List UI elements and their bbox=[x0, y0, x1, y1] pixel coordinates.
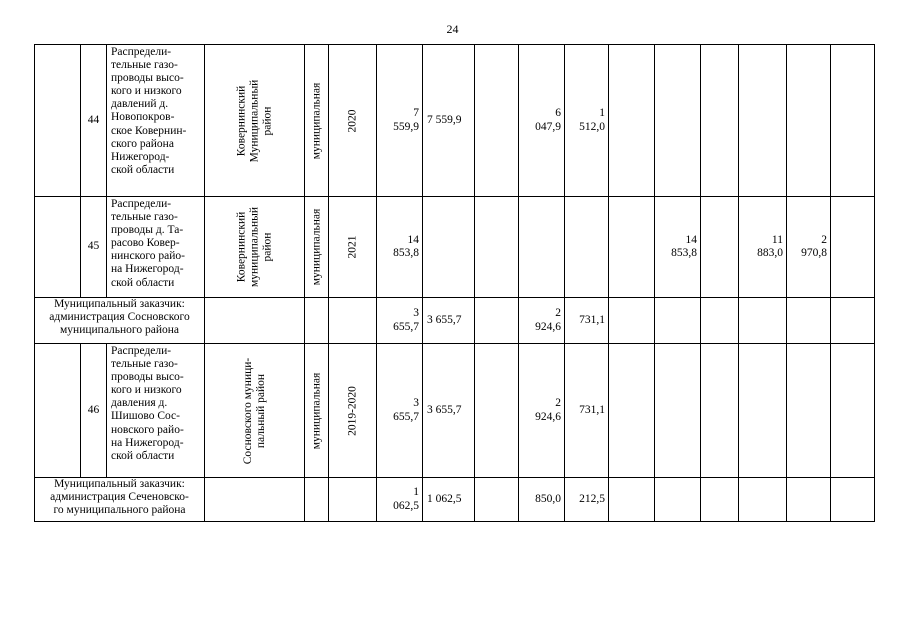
empty-cell bbox=[35, 45, 81, 197]
ownership-type: муниципальная bbox=[310, 372, 322, 449]
table-row bbox=[35, 478, 875, 522]
value-cell bbox=[609, 197, 655, 298]
table-row bbox=[35, 197, 875, 298]
years: 2021 bbox=[346, 235, 358, 259]
value-cell: 731,1 bbox=[565, 298, 609, 344]
empty-cell bbox=[205, 298, 305, 344]
value-cell: 3 655,7 bbox=[423, 344, 475, 478]
years: 2020 bbox=[346, 109, 358, 132]
years: 2019-2020 bbox=[346, 385, 358, 436]
value-cell bbox=[475, 478, 519, 522]
value-cell: 2 924,6 bbox=[519, 344, 565, 478]
years-cell bbox=[329, 45, 377, 197]
empty-cell bbox=[739, 478, 787, 522]
object-name: Распредели- тельные газо- проводы д. Та- расово Ковер- нинского райо- на Нижегород- ской области bbox=[107, 197, 205, 298]
district-cell bbox=[205, 344, 305, 478]
value-cell bbox=[787, 344, 831, 478]
value-cell bbox=[701, 344, 739, 478]
value-cell bbox=[701, 45, 739, 197]
value-cell: 2 970,8 bbox=[787, 197, 831, 298]
empty-cell bbox=[831, 197, 875, 298]
district-name: Ковернинский Муниципальный район bbox=[235, 79, 273, 162]
value-cell: 1 512,0 bbox=[565, 45, 609, 197]
value-cell bbox=[787, 45, 831, 197]
empty-cell bbox=[205, 478, 305, 522]
empty-cell bbox=[609, 478, 655, 522]
total-value: 3 655,7 bbox=[377, 344, 423, 478]
value-cell bbox=[609, 45, 655, 197]
object-name: Распредели- тельные газо- проводы высо- кого и низкого давлений д. Новопокров- ское Ковернин- ского района Нижегород- ской области bbox=[107, 45, 205, 197]
district-cell bbox=[205, 197, 305, 298]
empty-cell bbox=[831, 298, 875, 344]
value-cell: 212,5 bbox=[565, 478, 609, 522]
value-cell bbox=[655, 45, 701, 197]
empty-cell bbox=[305, 298, 329, 344]
value-cell bbox=[655, 344, 701, 478]
value-cell: 3 655,7 bbox=[423, 298, 475, 344]
district-name: Ковернинский муниципальный район bbox=[235, 206, 273, 288]
value-cell bbox=[565, 197, 609, 298]
ownership-cell bbox=[305, 197, 329, 298]
row-number: 44 bbox=[81, 45, 107, 197]
value-cell: 6 047,9 bbox=[519, 45, 565, 197]
value-cell bbox=[475, 45, 519, 197]
value-cell: 7 559,9 bbox=[423, 45, 475, 197]
table-row bbox=[35, 344, 875, 478]
ownership-cell bbox=[305, 344, 329, 478]
value-cell bbox=[475, 298, 519, 344]
value-cell bbox=[739, 344, 787, 478]
row-number: 46 bbox=[81, 344, 107, 478]
value-cell bbox=[475, 344, 519, 478]
empty-cell bbox=[787, 478, 831, 522]
value-cell: 2 924,6 bbox=[519, 298, 565, 344]
total-value: 7 559,9 bbox=[377, 45, 423, 197]
empty-cell bbox=[831, 45, 875, 197]
customer-label: Муниципальный заказчик: администрация Сеченовско- го муниципального района bbox=[35, 478, 205, 522]
total-value: 3 655,7 bbox=[377, 298, 423, 344]
value-cell bbox=[609, 344, 655, 478]
empty-cell bbox=[655, 478, 701, 522]
page-number: 24 bbox=[446, 22, 459, 36]
value-cell: 1 062,5 bbox=[423, 478, 475, 522]
empty-cell bbox=[35, 197, 81, 298]
district-name: Сосновского муници- пальный район bbox=[241, 357, 267, 464]
empty-cell bbox=[329, 478, 377, 522]
value-cell bbox=[475, 197, 519, 298]
value-cell bbox=[519, 197, 565, 298]
value-cell bbox=[701, 197, 739, 298]
empty-cell bbox=[831, 478, 875, 522]
empty-cell bbox=[655, 298, 701, 344]
ownership-type: муниципальная bbox=[310, 82, 322, 159]
ownership-cell bbox=[305, 45, 329, 197]
district-cell bbox=[205, 45, 305, 197]
empty-cell bbox=[739, 298, 787, 344]
empty-cell bbox=[787, 298, 831, 344]
table-row bbox=[35, 45, 875, 197]
object-name: Распредели- тельные газо- проводы высо- кого и низкого давления д. Шишово Сос- новского райо- на Нижегород- ской области bbox=[107, 344, 205, 478]
empty-cell bbox=[609, 298, 655, 344]
empty-cell bbox=[305, 478, 329, 522]
value-cell: 11 883,0 bbox=[739, 197, 787, 298]
empty-cell bbox=[831, 344, 875, 478]
value-cell bbox=[739, 45, 787, 197]
total-value: 1 062,5 bbox=[377, 478, 423, 522]
investment-table bbox=[34, 44, 875, 522]
years-cell bbox=[329, 344, 377, 478]
empty-cell bbox=[701, 298, 739, 344]
empty-cell bbox=[329, 298, 377, 344]
value-cell bbox=[423, 197, 475, 298]
value-cell: 850,0 bbox=[519, 478, 565, 522]
value-cell: 14 853,8 bbox=[655, 197, 701, 298]
ownership-type: муниципальная bbox=[310, 208, 322, 286]
empty-cell bbox=[701, 478, 739, 522]
empty-cell bbox=[35, 344, 81, 478]
years-cell bbox=[329, 197, 377, 298]
table-row bbox=[35, 298, 875, 344]
customer-label: Муниципальный заказчик: администрация Сосновского муниципального района bbox=[35, 298, 205, 344]
value-cell: 731,1 bbox=[565, 344, 609, 478]
row-number: 45 bbox=[81, 197, 107, 298]
total-value: 14 853,8 bbox=[377, 197, 423, 298]
